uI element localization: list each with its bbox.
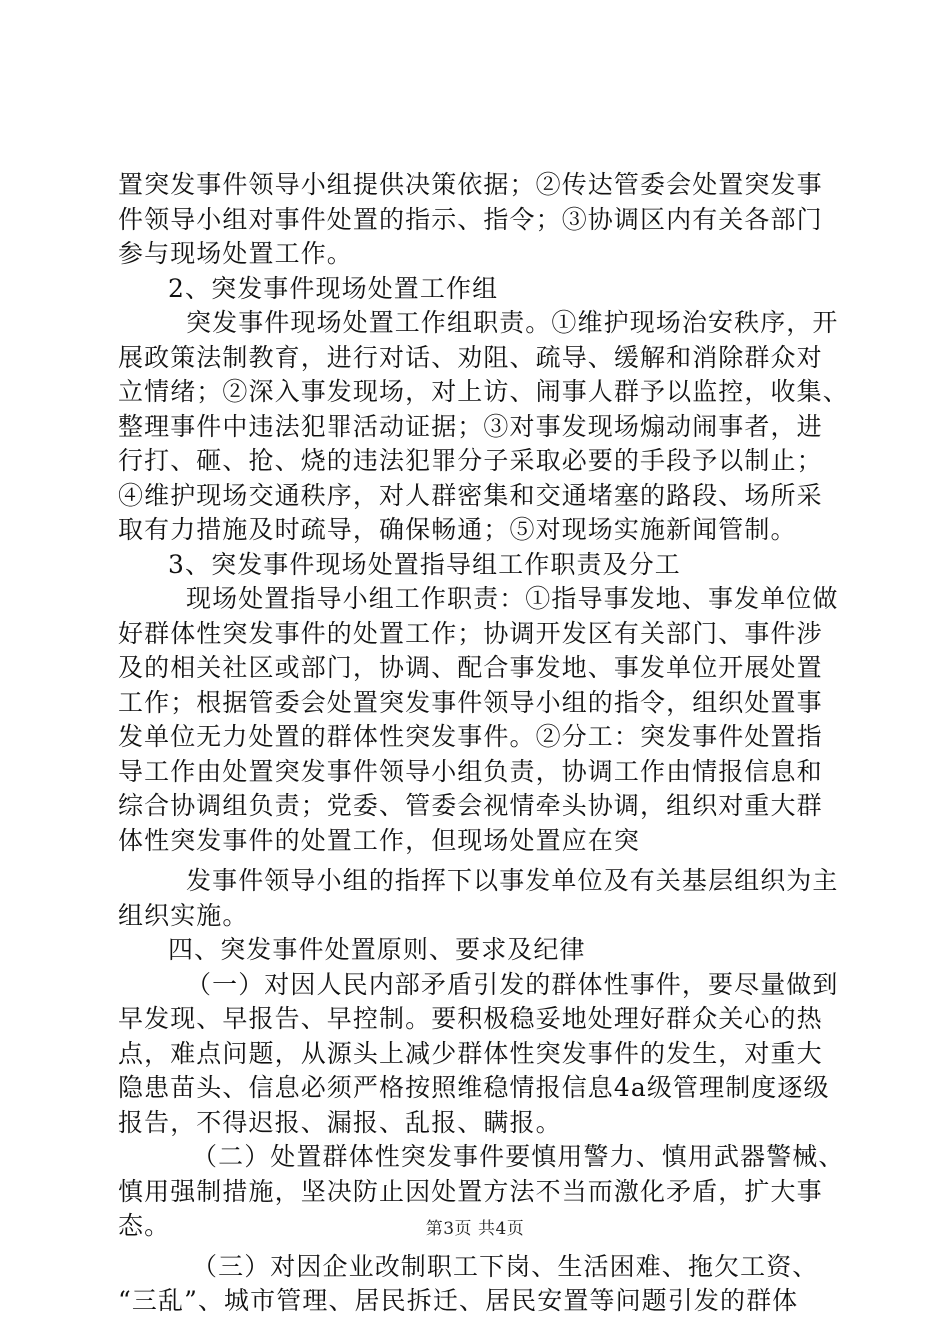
text-line: 置突发事件领导小组提供决策依据；②传达管委会处置突发事	[118, 170, 823, 199]
text-line: 态。	[118, 1211, 171, 1240]
text-line: 整理事件中违法犯罪活动证据；③对事发现场煽动闹事者，进	[118, 411, 823, 441]
text-line: 展政策法制教育，进行对话、劝阻、疏导、缓解和消除群众对	[118, 342, 823, 372]
text-line: 发单位无力处置的群体性突发事件。②分工：突发事件处置指	[118, 722, 823, 751]
section-heading: 四、突发事件处置原则、要求及纪律	[168, 935, 586, 964]
text-line: 导工作由处置突发事件领导小组负责，协调工作由情报信息和	[118, 756, 823, 786]
paragraph-start: 发事件领导小组的指挥下以事发单位及有关基层组织为主	[186, 866, 839, 895]
text-line: “三乱”、城市管理、居民拆迁、居民安置等问题引发的群体	[118, 1286, 799, 1315]
text-line: 好群体性突发事件的处置工作；协调开发区有关部门、事件涉	[118, 618, 823, 648]
text-line: 件领导小组对事件处置的指示、指令；③协调区内有关各部门	[118, 204, 823, 234]
text-line: 组织实施。	[118, 900, 249, 930]
text-line: 综合协调组负责；党委、管委会视情牵头协调，组织对重大群	[118, 791, 823, 820]
paragraph-start: （一）对因人民内部矛盾引发的群体性事件，要尽量做到	[186, 969, 839, 999]
section-heading: 3、突发事件现场处置指导组工作职责及分工	[168, 549, 681, 579]
text-line: 取有力措施及时疏导，确保畅通；⑤对现场实施新闻管制。	[118, 515, 797, 544]
text-line: 早发现、早报告、早控制。要积极稳妥地处理好群众关心的热	[118, 1004, 823, 1033]
paragraph-start: （二）处置群体性突发事件要慎用警力、慎用武器警械、	[192, 1142, 845, 1171]
paragraph-start: 现场处置指导小组工作职责：①指导事发地、事发单位做	[186, 584, 839, 613]
text-line: 立情绪；②深入事发现场，对上访、闹事人群予以监控，收集、	[118, 377, 849, 406]
text-line: 参与现场处置工作。	[118, 239, 353, 268]
text-line: 慎用强制措施，坚决防止因处置方法不当而激化矛盾，扩大事	[118, 1176, 823, 1206]
section-heading: 2、突发事件现场处置工作组	[168, 273, 499, 303]
text-line: 工作；根据管委会处置突发事件领导小组的指令，组织处置事	[118, 687, 823, 717]
paragraph-start: 突发事件现场处置工作组职责。①维护现场治安秩序，开	[186, 308, 839, 337]
text-line: 隐患苗头、信息必须严格按照维稳情报信息4a级管理制度逐级	[118, 1073, 830, 1102]
document-body	[118, 168, 849, 1319]
text-line: 行打、砸、抢、烧的违法犯罪分子采取必要的手段予以制止；	[118, 446, 823, 475]
text-line: 及的相关社区或部门，协调、配合事发地、事发单位开展处置	[118, 653, 823, 682]
text-line: 点，难点问题，从源头上减少群体性突发事件的发生，对重大	[118, 1038, 823, 1068]
text-line: 体性突发事件的处置工作，但现场处置应在突	[118, 825, 641, 855]
paragraph-start: （三）对因企业改制职工下岗、生活困难、拖欠工资、	[192, 1251, 819, 1281]
page-number-footer: 第3页 共4页	[425, 1219, 525, 1239]
text-line: ④维护现场交通秩序，对人群密集和交通堵塞的路段、场所采	[118, 480, 823, 510]
text-line: 报告，不得迟报、漏报、乱报、瞒报。	[118, 1107, 562, 1137]
